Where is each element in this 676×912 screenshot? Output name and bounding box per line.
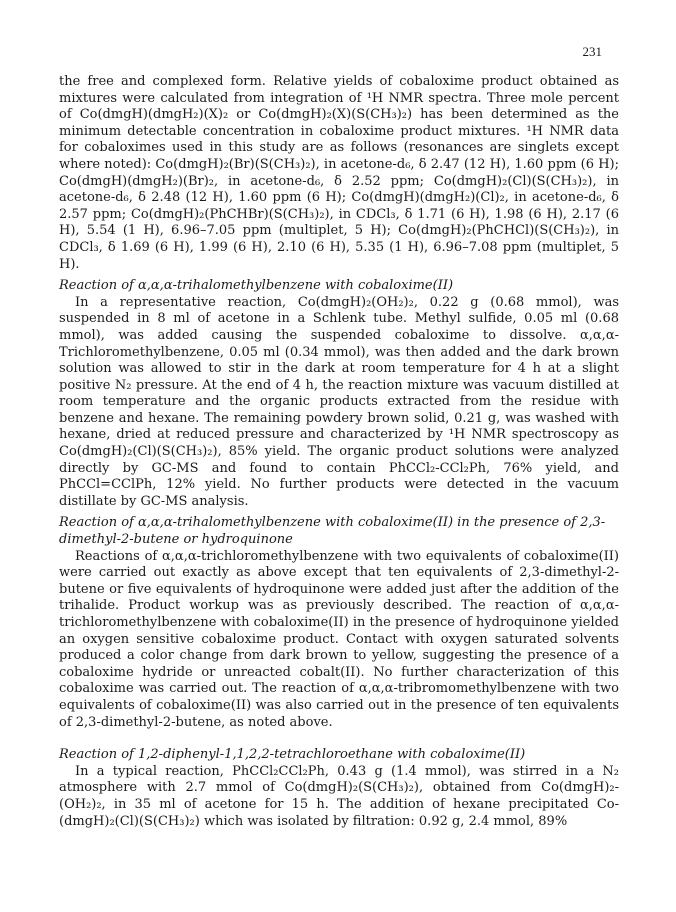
- section-heading-2: Reaction of α,α,α-trihalomethylbenzene with cobaloxime(II) in the presence of 2,3-dimethyl-2-butene or hydroquinone: [59, 515, 606, 548]
- section-heading-1: Reaction of α,α,α-trihalomethylbenzene with cobaloxime(II): [59, 278, 454, 294]
- section-body-3: In a typical reaction, PhCCl₂CCl₂Ph, 0.43 g (1.4 mmol), was stirred in a N₂ atmosphere with 2.7 mmol of Co(dmgH)₂(S(CH₃)₂), obtained from Co(dmgH)₂-(OH₂)₂, in 35 ml of acetone for 15 h. The addition of hexane precipitated Co-(dmgH)₂(Cl)(S(CH₃)₂) which was isolated by filtration: 0.92 g, 2.4 mmol, 89%: [59, 763, 619, 829]
- section-body-1: In a representative reaction, Co(dmgH)₂(OH₂)₂, 0.22 g (0.68 mmol), was suspended in 8 ml of acetone in a Schlenk tube. Methyl sulfide, 0.05 ml (0.68 mmol), was added causing the suspended cobaloxime to dissolve. α,α,α-Trichloromethylbenzene, 0.05 ml (0.34 mmol), was then added and the dark brown solution was allowed to stir in the dark at room temperature for 4 h at a slight positive N₂ pressure. At the end of 4 h, the reaction mixture was vacuum distilled at room temperature and the organic products extracted from the residue with benzene and hexane. The remaining powdery brown solid, 0.21 g, was washed with hexane, dried at reduced pressure and characterized by ¹H NMR spectroscopy as Co(dmgH)₂(Cl)(S(CH₃)₂), 85% yield. The organic product solutions were analyzed directly by GC-MS and found to contain PhCCl₂-CCl₂Ph, 76% yield, and PhCCl=CClPh, 12% yield. No further products were detected in the vacuum distillate by GC-MS analysis.: [59, 294, 619, 509]
- page-body: [59, 74, 619, 830]
- continuation-paragraph: the free and complexed form. Relative yields of cobaloxime product obtained as mixtures were calculated from integration of ¹H NMR spectra. Three mole percent of Co(dmgH)(dmgH₂)(X)₂ or Co(dmgH)₂(X)(S(CH₃)₂) has been determined as the minimum detectable concentration in cobaloxime product mixtures. ¹H NMR data for cobaloximes used in this study are as follows (resonances are singlets except where noted): Co(dmgH)₂(Br)(S(CH₃)₂), in acetone-d₆, δ 2.47 (12 H), 1.60 ppm (6 H); Co(dmgH)(dmgH₂)(Br)₂, in acetone-d₆, δ 2.52 ppm; Co(dmgH)₂(Cl)(S(CH₃)₂), in acetone-d₆, δ 2.48 (12 H), 1.60 ppm (6 H); Co(dmgH)(dmgH₂)(Cl)₂, in acetone-d₆, δ 2.57 ppm; Co(dmgH)₂(PhCHBr)(S(CH₃)₂), in CDCl₃, δ 1.71 (6 H), 1.98 (6 H), 2.17 (6 H), 5.54 (1 H), 6.96–7.05 ppm (multiplet, 5 H); Co(dmgH)₂(PhCHCl)(S(CH₃)₂), in CDCl₃, δ 1.69 (6 H), 1.99 (6 H), 2.10 (6 H), 5.35 (1 H), 6.96–7.08 ppm (multiplet, 5 H).: [59, 74, 619, 272]
- page-number: 231: [582, 44, 602, 59]
- section-body-2: Reactions of α,α,α-trichloromethylbenzene with two equivalents of cobaloxime(II) were carried out exactly as above except that ten equivalents of 2,3-dimethyl-2-butene or five equivalents of hydroquinone were added just after the addition of the trihalide. Product workup was as previously described. The reaction of α,α,α-trichloromethylbenzene with cobaloxime(II) in the presence of hydroquinone yielded an oxygen sensitive cobaloxime product. Contact with oxygen saturated solvents produced a color change from dark brown to yellow, suggesting the presence of a cobaloxime hydride or unreacted cobalt(II). No further characterization of this cobaloxime was carried out. The reaction of α,α,α-tribromomethylbenzene with two equivalents of cobaloxime(II) was also carried out in the presence of ten equivalents of 2,3-dimethyl-2-butene, as noted above.: [59, 548, 619, 730]
- section-heading-3: Reaction of 1,2-diphenyl-1,1,2,2-tetrachloroethane with cobaloxime(II): [59, 747, 526, 763]
